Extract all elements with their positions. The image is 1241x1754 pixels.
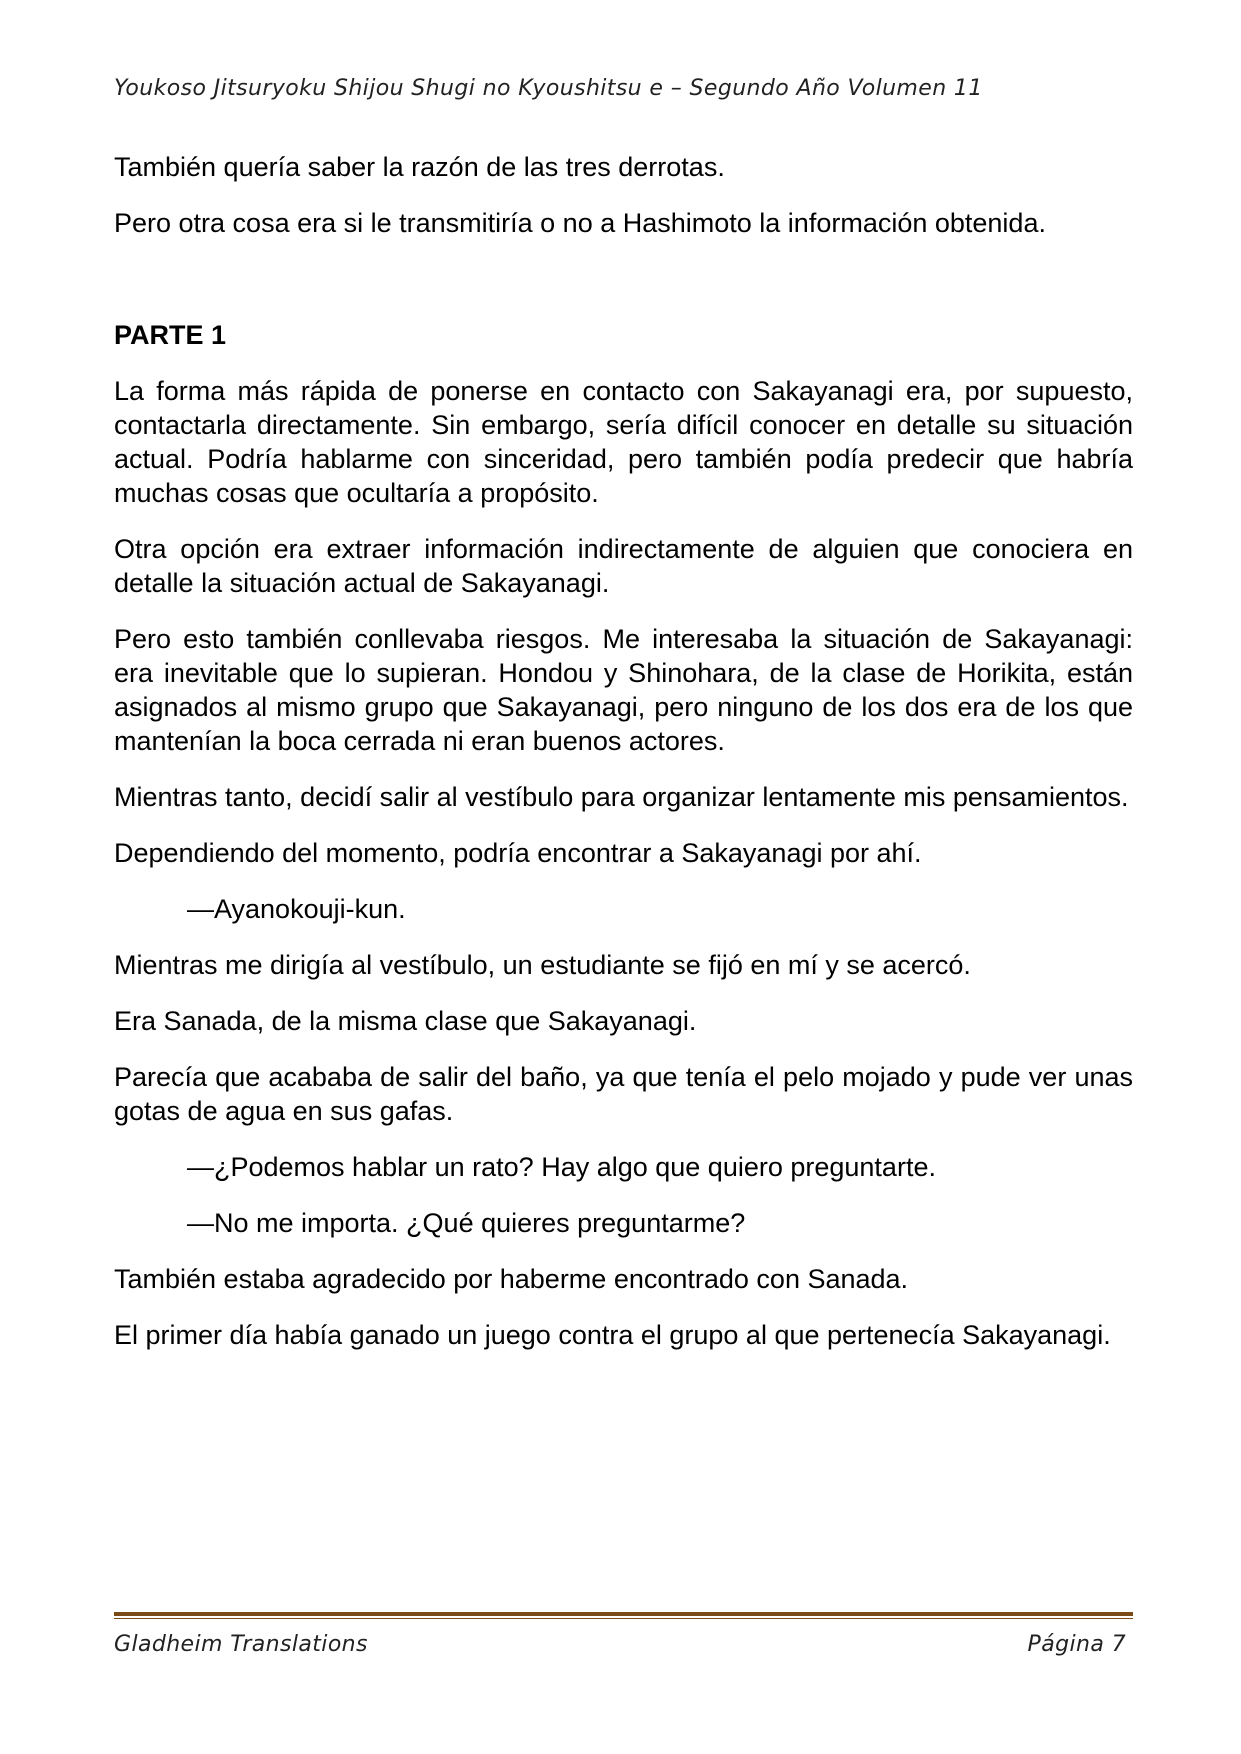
- dialogue-3: —No me importa. ¿Qué quieres preguntarme?: [187, 1208, 746, 1238]
- paragraph-8: Parecía que acababa de salir del baño, ya que tenía el pelo mojado y pude ver unas gotas de agua en sus gafas.: [114, 1062, 1133, 1126]
- footer-page-number: Página 7: [1027, 1632, 1126, 1657]
- paragraph-4: Mientras tanto, decidí salir al vestíbulo para organizar lentamente mis pensamientos.: [114, 782, 1129, 812]
- dialogue-1: —Ayanokouji-kun.: [187, 894, 406, 924]
- footer-publisher: Gladheim Translations: [114, 1632, 368, 1657]
- paragraph-6: Mientras me dirigía al vestíbulo, un estudiante se fijó en mí y se acercó.: [114, 950, 971, 980]
- paragraph-10: El primer día había ganado un juego contra el grupo al que pertenecía Sakayanagi.: [114, 1320, 1111, 1350]
- section-heading: PARTE 1: [114, 320, 227, 350]
- dialogue-2: —¿Podemos hablar un rato? Hay algo que quiero preguntarte.: [187, 1152, 936, 1182]
- running-header-title: Youkoso Jitsuryoku Shijou Shugi no Kyoushitsu e – Segundo Año Volumen 11: [114, 76, 983, 101]
- footer-divider-thick-line: [114, 1612, 1133, 1616]
- paragraph-3: Pero esto también conllevaba riesgos. Me interesaba la situación de Sakayanagi: era inevitable que lo supieran. Hondou y Shinohara, de la clase de Horikita, están asignados al mismo grupo que Sakayanagi, pero ninguno de los dos era de los que mantenían la boca cerrada ni eran buenos actores.: [114, 624, 1133, 756]
- footer-divider-thin-line: [114, 1618, 1133, 1619]
- paragraph-intro-2: Pero otra cosa era si le transmitiría o no a Hashimoto la información obtenida.: [114, 208, 1046, 238]
- paragraph-7: Era Sanada, de la misma clase que Sakayanagi.: [114, 1006, 697, 1036]
- paragraph-5: Dependiendo del momento, podría encontrar a Sakayanagi por ahí.: [114, 838, 922, 868]
- paragraph-2: Otra opción era extraer información indirectamente de alguien que conociera en detalle la situación actual de Sakayanagi.: [114, 534, 1133, 598]
- paragraph-9: También estaba agradecido por haberme encontrado con Sanada.: [114, 1264, 909, 1294]
- body-text: [114, 150, 1133, 1352]
- footer-divider: [114, 1612, 1133, 1619]
- paragraph-intro-1: También quería saber la razón de las tres derrotas.: [114, 152, 725, 182]
- paragraph-1: La forma más rápida de ponerse en contacto con Sakayanagi era, por supuesto, contactarla directamente. Sin embargo, sería difícil conocer en detalle su situación actual. Podría hablarme con sinceridad, pero también podía predecir que habría muchas cosas que ocultaría a propósito.: [114, 376, 1133, 508]
